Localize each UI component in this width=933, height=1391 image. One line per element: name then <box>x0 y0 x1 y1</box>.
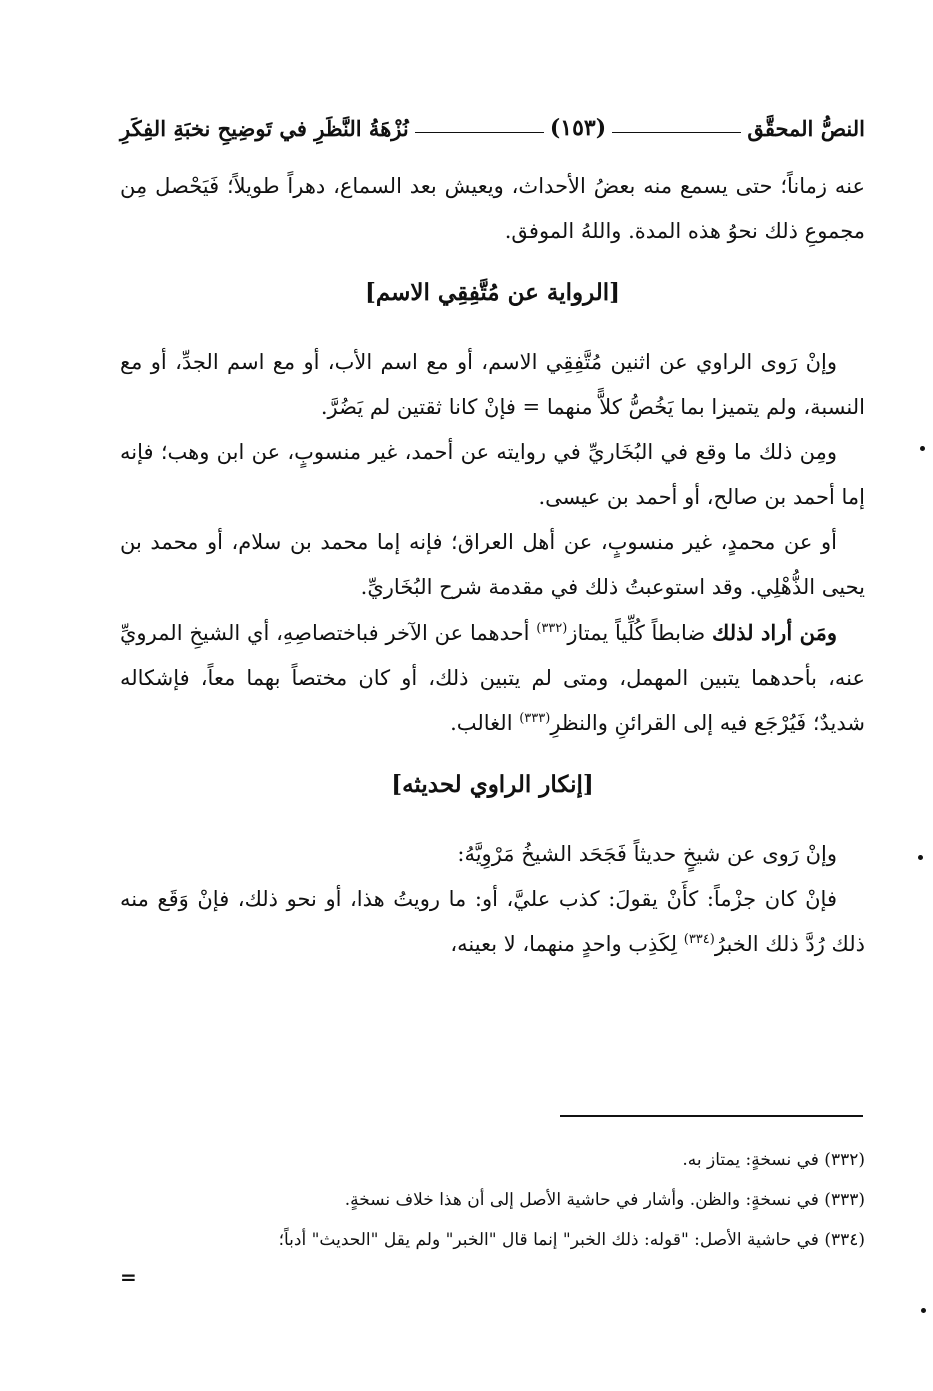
paragraph-2: وإنْ رَوى الراوي عن اثنين مُتَّفِقِي الاسم، أو مع اسم الأب، أو مع اسم الجدِّ، أو مع النسبة، ولم يتميزا بما يَخُصُّ كلاًّ منهما = فإنْ كانا ثقتين لم يَضُرَّ. <box>120 350 865 419</box>
continuation-mark: = <box>120 1265 137 1289</box>
section-heading-1: [الرواية عن مُتَّفِقِي الاسم] <box>364 279 621 306</box>
footnote-separator <box>560 1115 863 1117</box>
paragraph-3: ومِن ذلك ما وقع في البُخَاريِّ في روايته عن أحمد، غير منسوبٍ، عن ابن وهب؛ فإنه إما أحمد بن صالح، أو أحمد بن عيسى. <box>120 440 865 509</box>
header-right-title: النصُّ المحقَّق <box>747 115 865 141</box>
footnote-332: (٣٣٢) في نسخةٍ: يمتاز به. <box>682 1150 865 1170</box>
footnote-ref-333: (٣٣٣) <box>519 711 551 726</box>
page-number: (١٥٣) <box>549 115 607 141</box>
footnotes <box>120 1140 865 1260</box>
footnote-ref-334: (٣٣٤) <box>683 932 715 947</box>
paragraph-1: عنه زماناً؛ حتى يسمع منه بعضُ الأحداث، ويعيش بعد السماع، دهراً طويلاً؛ فَيَحْصل مِن مجموعِ ذلك نحوُ هذه المدة. واللهُ الموفق. <box>120 174 865 243</box>
paragraph-5-text-b: أحدهما عن الآخر فباختصاصِهِ، أي الشيخِ المرويِّ عنه، بأحدهما يتبين المهمل، ومتى لم يتبين ذلك، أو كان مختصاً بهما معاً، فإشكاله شديدٌ؛ فَيُرْجَع فيه إلى القرائنِ والنظرِ <box>120 621 865 735</box>
paragraph-7 <box>120 877 865 967</box>
footnote-334: (٣٣٤) في حاشية الأصل: "قوله: ذلك الخبر" إنما قال "الخبر" ولم يقل "الحديث" أدباً؛ <box>278 1230 865 1250</box>
paragraph-7-text-b: لِكَذِب واحدٍ منهما، لا بعينه، <box>450 932 684 956</box>
main-text <box>120 164 865 967</box>
footnote-ref-332: (٣٣٢) <box>536 621 568 636</box>
paragraph-4: أو عن محمدٍ، غير منسوبٍ، عن أهل العراق؛ فإنه إما محمد بن سلام، أو محمد بن يحيى الذُّهْلِي. وقد استوعبتُ ذلك في مقدمة شرح البُخَاريِّ. <box>120 530 865 599</box>
paragraph-5-text-c: الغالب. <box>450 711 520 735</box>
paragraph-7-text-a: فإنْ كان جزْماً: كأَنْ يقولَ: كذب عليَّ، أو: ما رويتُ هذا، أو نحو ذلك، فإنْ وَقَع منه ذلك رُدَّ ذلك الخبرُ <box>120 887 865 956</box>
margin-dot <box>918 855 923 860</box>
bold-phrase: ومَن أراد لذلك <box>712 620 837 645</box>
header-rule-left <box>415 132 544 133</box>
header-left-title: نُزْهَةُ النَّظَرِ في تَوضِيحِ نخبَةِ الفِكَرِ <box>120 115 409 141</box>
header-rule-right <box>612 132 741 133</box>
paragraph-5 <box>120 610 865 746</box>
running-header <box>120 108 865 148</box>
margin-dot <box>921 1308 926 1313</box>
paragraph-6: وإنْ رَوى عن شيخٍ حديثاً فَجَحَد الشيخُ مَرْوِيَّهُ: <box>457 842 837 866</box>
footnote-333: (٣٣٣) في نسخةٍ: والظن. وأشار في حاشية الأصل إلى أن هذا خلاف نسخةٍ. <box>344 1190 865 1210</box>
margin-dot <box>920 446 925 451</box>
section-heading-2: [إنكار الراوي لحديثه] <box>391 771 594 798</box>
paragraph-5-text-a: ضابطاً كُلِّياً يمتاز <box>567 621 713 645</box>
